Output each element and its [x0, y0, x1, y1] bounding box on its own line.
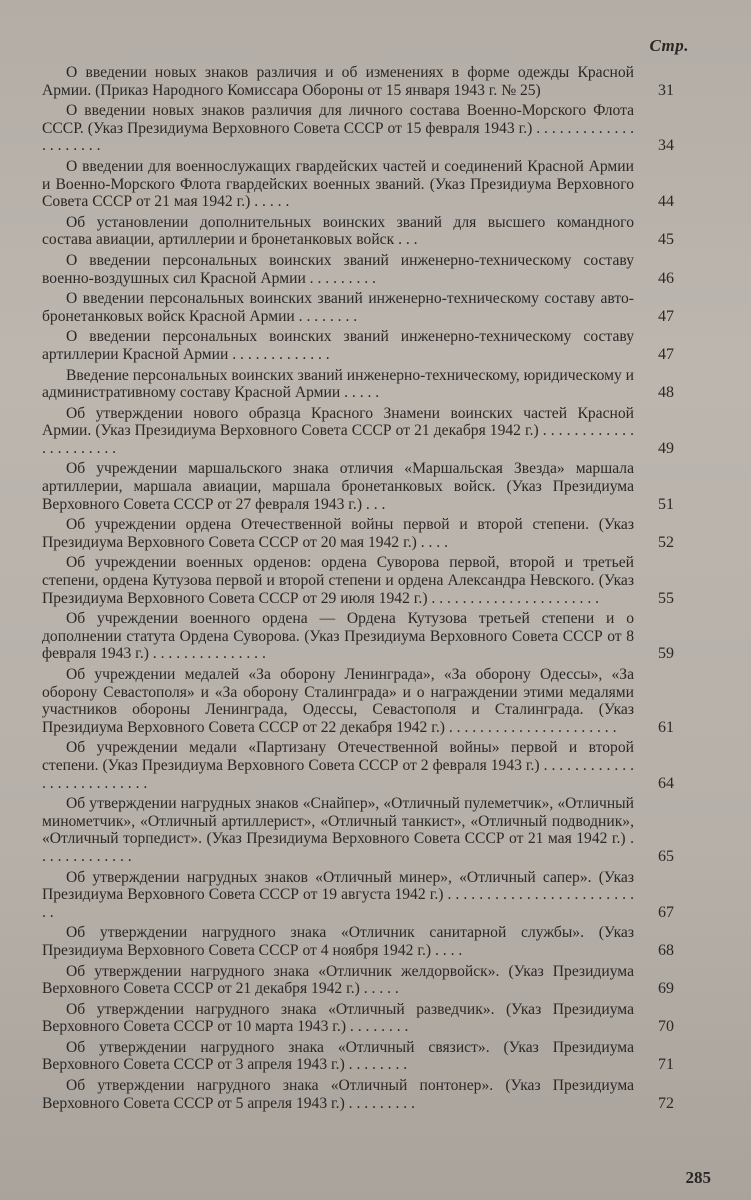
toc-entry-title: Об утверждении нагрудных знаков «Снайпер», «Отличный пулеметчик», «Отличный минометчик», «Отличный артиллерист», «Отличный танкист», «Отличный подводник», «Отличный торпедист». (Указ Президиума Верховного Совета СССР от 21 мая 1942 г.) . . . . . . . . . . . . .	[42, 795, 634, 865]
toc-entry	[42, 869, 672, 922]
toc-entry-page: 34	[658, 137, 674, 155]
toc-entry-page: 31	[658, 81, 674, 99]
page-number: 285	[685, 1168, 711, 1187]
table-of-contents	[42, 64, 672, 1115]
toc-entry	[42, 214, 672, 249]
toc-entry-page: 70	[658, 1018, 674, 1036]
toc-entry	[42, 328, 672, 363]
toc-entry	[42, 963, 672, 998]
toc-entry-page: 67	[658, 903, 674, 921]
toc-entry-title: О введении для военнослужащих гвардейских частей и соединений Красной Армии и Военно-Морского Флота гвардейских военных званий. (Указ Президиума Верховного Совета СССР от 21 мая 1942 г.) . . . . .	[42, 157, 634, 211]
toc-entry-page: 64	[658, 774, 674, 792]
toc-entry-title: Об учреждении медали «Партизану Отечественной войны» первой и второй степени. (Указ Президиума Верховного Совета СССР от 2 февраля 1943 г.) . . . . . . . . . . . . . . . . . . . . . . . . . .	[42, 739, 634, 792]
toc-entry-title: Об утверждении нагрудного знака «Отличный понтонер». (Указ Президиума Верховного Совета СССР от 5 апреля 1943 г.) . . . . . . . . .	[42, 1077, 634, 1112]
toc-entry	[42, 367, 672, 402]
toc-entry-title: О введении новых знаков различия и об изменениях в форме одежды Красной Армии. (Приказ Народного Комиссара Обороны от 15 января 1943 г. № 25)	[42, 64, 634, 99]
toc-entry-title: Об учреждении военного ордена — Ордена Кутузова третьей степени и о дополнении статута Ордена Суворова. (Указ Президиума Верховного Совета СССР от 8 февраля 1943 г.) . . . . . . . . . . . . . . .	[42, 610, 634, 663]
toc-entry-title: Об учреждении маршальского знака отличия «Маршальская Звезда» маршала артиллерии, маршала авиации, маршала бронетанковых войск. (Указ Президиума Верховного Совета СССР от 27 февраля 1943 г.) . . .	[42, 460, 634, 513]
toc-entry	[42, 158, 672, 211]
toc-entry-title: Введение персональных воинских званий инженерно-техническому, юридическому и административному составу Красной Армии . . . . .	[42, 366, 634, 402]
toc-entry	[42, 610, 672, 663]
toc-entry	[42, 102, 672, 155]
toc-entry-page: 61	[658, 718, 674, 736]
toc-entry-title: Об утверждении нового образца Красного Знамени воинских частей Красной Армии. (Указ Президиума Верховного Совета СССР от 21 декабря 1942 г.) . . . . . . . . . . . . . . . . . . . . . .	[42, 404, 634, 457]
page-column-header: Стр.	[649, 36, 689, 55]
toc-entry	[42, 405, 672, 458]
toc-entry-page: 52	[658, 533, 674, 551]
toc-entry-page: 55	[658, 589, 674, 607]
toc-entry-title: О введении персональных воинских званий инженерно-техническому составу артиллерии Красной Армии . . . . . . . . . . . . .	[42, 328, 634, 363]
toc-entry-title: Об утверждении нагрудного знака «Отличник санитарной службы». (Указ Президиума Верховного Совета СССР от 4 ноября 1942 г.) . . . .	[42, 924, 634, 959]
toc-entry-page: 51	[658, 495, 674, 513]
toc-entry	[42, 666, 672, 736]
toc-entry-page: 68	[658, 941, 674, 959]
toc-entry-title: Об утверждении нагрудного знака «Отличник желдорвойск». (Указ Президиума Верховного Совета СССР от 21 декабря 1942 г.) . . . . .	[42, 962, 634, 998]
toc-entry	[42, 516, 672, 551]
toc-entry	[42, 739, 672, 792]
toc-entry-page: 46	[658, 269, 674, 287]
toc-entry-title: О введении персональных воинских званий инженерно-техническому составу авто-бронетанковых войск Красной Армии . . . . . . . .	[42, 290, 634, 325]
toc-entry-page: 65	[658, 847, 674, 865]
toc-entry	[42, 64, 672, 99]
toc-entry-page: 47	[658, 307, 674, 325]
toc-entry-title: О введении персональных воинских званий инженерно-техническому составу военно-воздушных сил Красной Армии . . . . . . . . .	[42, 251, 634, 287]
toc-entry-title: Об учреждении ордена Отечественной войны первой и второй степени. (Указ Президиума Верховного Совета СССР от 20 мая 1942 г.) . . . .	[42, 516, 634, 551]
toc-entry	[42, 1077, 672, 1112]
toc-entry-page: 47	[658, 345, 674, 363]
toc-entry-page: 71	[658, 1056, 674, 1074]
toc-entry-page: 48	[658, 384, 674, 402]
toc-entry	[42, 1039, 672, 1074]
toc-entry	[42, 252, 672, 287]
toc-entry	[42, 1001, 672, 1036]
toc-entry-page: 59	[658, 645, 674, 663]
toc-entry	[42, 924, 672, 959]
toc-entry-title: Об утверждении нагрудного знака «Отличный связист». (Указ Президиума Верховного Совета СССР от 3 апреля 1943 г.) . . . . . . . .	[42, 1038, 634, 1074]
toc-entry-page: 72	[658, 1094, 674, 1112]
toc-entry-title: Об утверждении нагрудного знака «Отличный разведчик». (Указ Президиума Верховного Совета СССР от 10 марта 1943 г.) . . . . . . . .	[42, 1000, 634, 1036]
toc-entry-title: Об установлении дополнительных воинских званий для высшего командного состава авиации, артиллерии и бронетанковых войск . . .	[42, 213, 634, 249]
toc-entry-page: 49	[658, 439, 674, 457]
toc-entry-title: Об учреждении медалей «За оборону Ленинграда», «За оборону Одессы», «За оборону Севастополя» и «За оборону Сталинграда» и о награждении этими медалями участников обороны Ленинграда, Одессы, Севастополя и Сталинграда. (Указ Президиума Верховного Совета СССР от 22 декабря 1942 г.) . . . . . . . . . . . . . . . . . . . . . .	[42, 666, 634, 736]
toc-entry	[42, 795, 672, 865]
toc-entry-title: Об утверждении нагрудных знаков «Отличный минер», «Отличный сапер». (Указ Президиума Верховного Совета СССР от 19 августа 1942 г.) . . . . . . . . . . . . . . . . . . . . . . . . . .	[42, 868, 634, 921]
toc-entry-page: 69	[658, 980, 674, 998]
toc-entry-page: 44	[658, 193, 674, 211]
toc-entry	[42, 290, 672, 325]
toc-entry-title: Об учреждении военных орденов: ордена Суворова первой, второй и третьей степени, ордена Кутузова первой и второй степени и ордена Александра Невского. (Указ Президиума Верховного Совета СССР от 29 июля 1942 г.) . . . . . . . . . . . . . . . . . . . . . .	[42, 554, 634, 607]
toc-entry	[42, 460, 672, 513]
toc-entry-page: 45	[658, 231, 674, 249]
toc-entry	[42, 554, 672, 607]
toc-entry-title: О введении новых знаков различия для личного состава Военно-Морского Флота СССР. (Указ Президиума Верховного Совета СССР от 15 февраля 1943 г.) . . . . . . . . . . . . . . . . . . . . .	[42, 102, 634, 155]
